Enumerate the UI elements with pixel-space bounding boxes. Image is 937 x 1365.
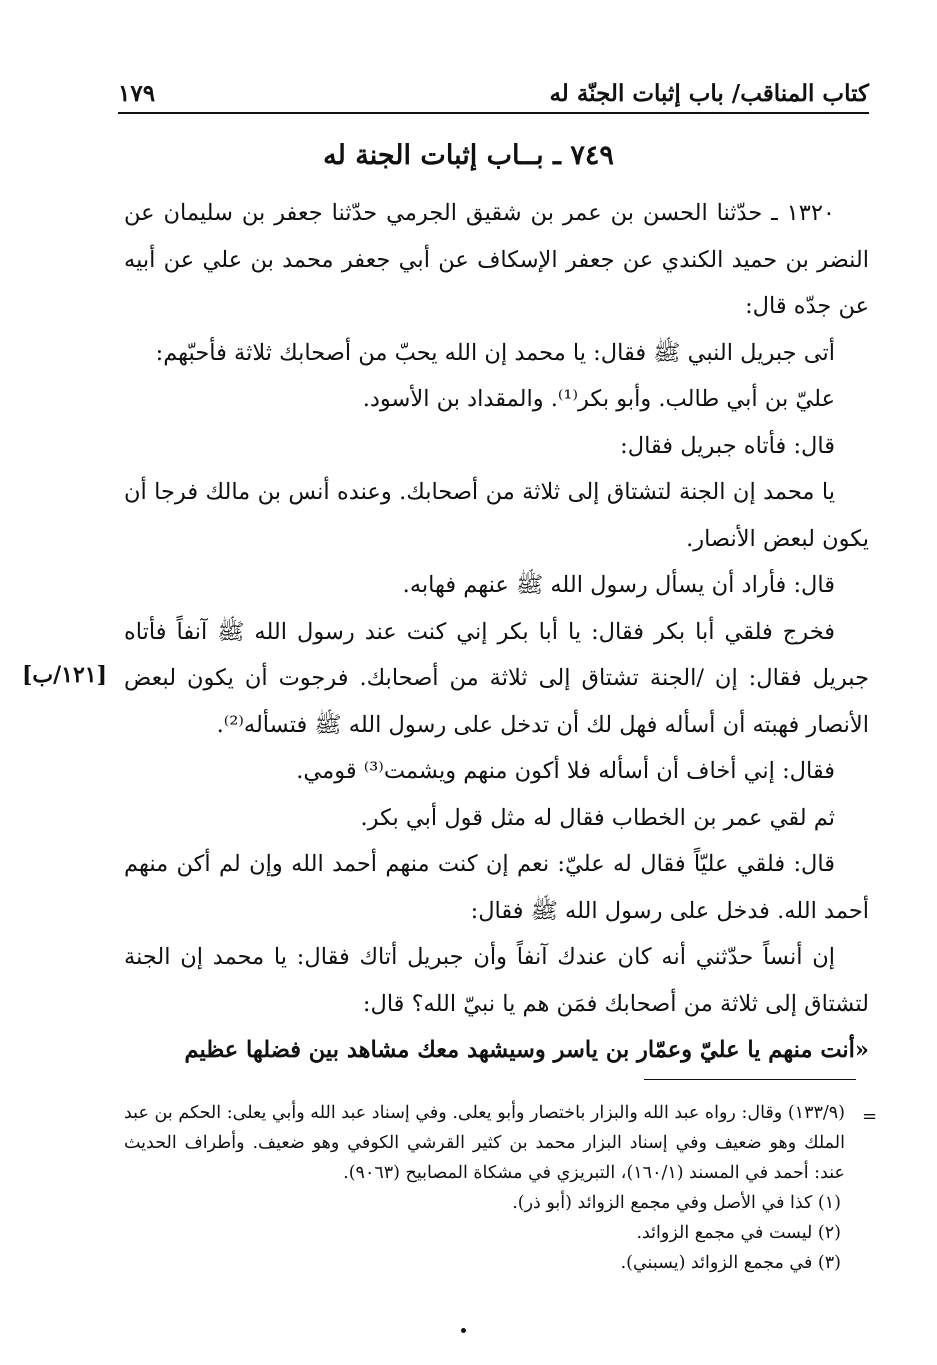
paragraph: قال: فأراد أن يسأل رسول الله ﷺ عنهم فهابه. <box>402 572 835 598</box>
chapter-title: ٧٤٩ ـ بــاب إثبات الجنة له <box>323 140 614 171</box>
footnote-item: (٢) ليست في مجمع الزوائد. <box>636 1223 841 1243</box>
paragraph: إن أنساً حدّثني أنه كان عندك آنفاً وأن جبريل أتاك فقال: يا محمد إن الجنة لتشتاق إلى ثلاثة من أصحابك فمَن هم يا نبيّ الله؟ قال: <box>124 944 869 1017</box>
footnote-item: (١) كذا في الأصل وفي مجمع الزوائد (أبو ذر). <box>512 1193 841 1213</box>
paragraph: أتى جبريل النبي ﷺ فقال: يا محمد إن الله يحبّ من أصحابك ثلاثة فأحبّهم: <box>155 339 835 366</box>
paragraph: يا محمد إن الجنة لتشتاق إلى ثلاثة من أصحابك. وعنده أنس بن مالك فرجا أن يكون لبعض الأنصار. <box>124 479 869 552</box>
paragraph: فقال: إني أخاف أن أسأله فلا أكون منهم ويشمت⁽³⁾ قومي. <box>296 758 835 784</box>
footnotes <box>124 1098 845 1278</box>
hadith-text <box>124 190 869 1074</box>
hadith-isnad: ١٣٢٠ ـ حدّثنا الحسن بن عمر بن شقيق الجرمي حدّثنا جعفر بن سليمان عن النضر بن حميد الكندي عن جعفر الإسكاف عن أبي جعفر محمد بن علي عن أبيه عن جدّه قال: <box>124 200 869 319</box>
manuscript-folio-reference: [١٢١/ب] <box>22 662 108 688</box>
footnote-continued: (١٣٣/٩) وقال: رواه عبد الله والبزار باختصار وأبو يعلى. وفي إسناد عبد الله وأبي يعلى: الحكم بن عبد الملك وهو ضعيف وفي إسناد البزار محمد بن كثير القرشي الكوفي وهو ضعيف. وأطراف الحديث عند: أحمد في المسند (١٦٠/١)، التبريزي في مشكاة المصابيح (٩٠٦٣). <box>124 1103 845 1183</box>
paragraph: عليّ بن أبي طالب. وأبو بكر⁽¹⁾. والمقداد بن الأسود. <box>362 386 835 412</box>
prophetic-saying: «أنت منهم يا عليّ وعمّار بن ياسر وسيشهد معك مشاهد بين فضلها عظيم <box>184 1037 869 1063</box>
page-number: ١٧٩ <box>118 80 156 107</box>
running-title: كتاب المناقب/ باب إثبات الجنّة له <box>549 80 869 107</box>
paragraph: فخرج فلقي أبا بكر فقال: يا أبا بكر إني كنت عند رسول الله ﷺ آنفاً فأتاه جبريل فقال: إن /الجنة تشتاق إلى ثلاثة من أصحابك. فرجوت أن يكون لبعض الأنصار فهبته أن أسأله فهل لك أن تدخل على رسول الله ﷺ فتسأله⁽²⁾. <box>124 618 869 738</box>
footnote-continuation-mark: = <box>862 1106 878 1127</box>
paragraph: قال: فلقي عليّاً فقال له عليّ: نعم إن كنت منهم أحمد الله وإن لم أكن منهم أحمد الله. فدخل على رسول الله ﷺ فقال: <box>124 851 869 924</box>
running-header <box>118 72 869 114</box>
page-dot-mark <box>461 1328 466 1333</box>
footnote-separator <box>644 1079 856 1080</box>
paragraph: قال: فأتاه جبريل فقال: <box>620 432 835 459</box>
footnote-item: (٣) في مجمع الزوائد (يسبني). <box>620 1253 841 1273</box>
paragraph: ثم لقي عمر بن الخطاب فقال له مثل قول أبي بكر. <box>360 804 835 831</box>
